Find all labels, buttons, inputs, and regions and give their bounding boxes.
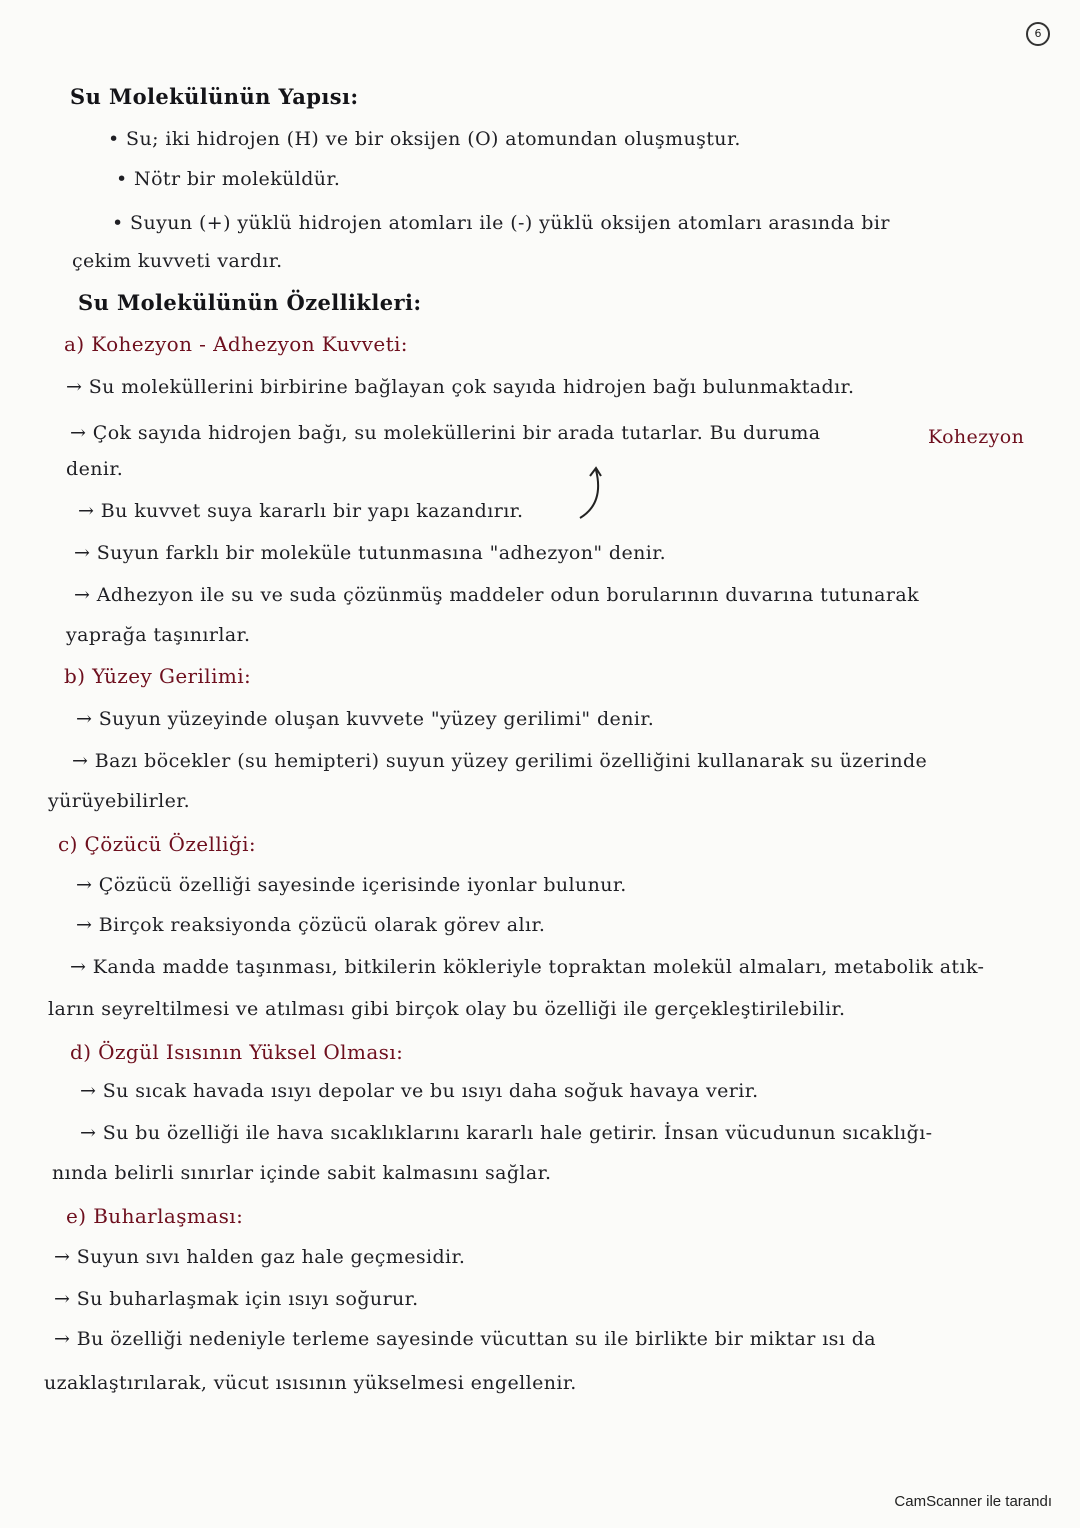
section-e-line-3-cont: uzaklaştırılarak, vücut ısısının yükselmesi engellenir. bbox=[44, 1372, 577, 1394]
section-a-line-5: → Adhezyon ile su ve suda çözünmüş maddeler odun borularının duvarına tutunarak bbox=[74, 584, 919, 606]
section-e-line-2: → Su buharlaşmak için ısıyı soğurur. bbox=[54, 1288, 419, 1310]
section-d-line-2: → Su bu özelliği ile hava sıcaklıklarını kararlı hale getirir. İnsan vücudunun sıcaklığı- bbox=[80, 1122, 933, 1144]
scanner-watermark: CamScanner ile tarandı bbox=[894, 1493, 1052, 1510]
section-a-kohezyon-term: Kohezyon bbox=[928, 426, 1025, 448]
section-a-line-5-cont: yaprağa taşınırlar. bbox=[66, 624, 251, 646]
section-e-title: e) Buharlaşması: bbox=[66, 1204, 244, 1228]
section-a-line-2-cont: denir. bbox=[66, 458, 124, 480]
section-c-line-3: → Kanda madde taşınması, bitkilerin kökleriyle topraktan molekül almaları, metabolik atık- bbox=[70, 956, 985, 978]
curved-arrow-icon bbox=[566, 462, 606, 522]
heading-properties: Su Molekülünün Özellikleri: bbox=[78, 290, 422, 315]
page-number-badge: 6 bbox=[1026, 22, 1050, 46]
section-a-line-3: → Bu kuvvet suya kararlı bir yapı kazandırır. bbox=[78, 500, 524, 522]
section-a-line-1: → Su moleküllerini birbirine bağlayan çok sayıda hidrojen bağı bulunmaktadır. bbox=[66, 376, 855, 398]
structure-item-3-cont: çekim kuvveti vardır. bbox=[72, 250, 283, 272]
heading-structure: Su Molekülünün Yapısı: bbox=[70, 84, 359, 109]
section-b-title: b) Yüzey Gerilimi: bbox=[64, 664, 252, 688]
section-c-title: c) Çözücü Özelliği: bbox=[58, 832, 257, 856]
section-e-line-3: → Bu özelliği nedeniyle terleme sayesinde vücuttan su ile birlikte bir miktar ısı da bbox=[54, 1328, 877, 1350]
structure-item-2: • Nötr bir moleküldür. bbox=[116, 168, 341, 190]
section-e-line-1: → Suyun sıvı halden gaz hale geçmesidir. bbox=[54, 1246, 466, 1268]
section-c-line-2: → Birçok reaksiyonda çözücü olarak görev alır. bbox=[76, 914, 546, 936]
section-a-title: a) Kohezyon - Adhezyon Kuvveti: bbox=[64, 332, 408, 356]
section-a-line-4: → Suyun farklı bir moleküle tutunmasına "adhezyon" denir. bbox=[74, 542, 667, 564]
section-d-line-1: → Su sıcak havada ısıyı depolar ve bu ısıyı daha soğuk havaya verir. bbox=[80, 1080, 759, 1102]
structure-item-1: • Su; iki hidrojen (H) ve bir oksijen (O) atomundan oluşmuştur. bbox=[108, 128, 741, 150]
section-a-line-2: → Çok sayıda hidrojen bağı, su moleküllerini bir arada tutarlar. Bu duruma bbox=[70, 422, 821, 444]
section-b-line-2: → Bazı böcekler (su hemipteri) suyun yüzey gerilimi özelliğini kullanarak su üzerinde bbox=[72, 750, 928, 772]
section-d-title: d) Özgül Isısının Yüksel Olması: bbox=[70, 1040, 404, 1064]
section-c-line-3-cont: ların seyreltilmesi ve atılması gibi birçok olay bu özelliği ile gerçekleştirilebilir. bbox=[48, 998, 846, 1020]
section-b-line-1: → Suyun yüzeyinde oluşan kuvvete "yüzey gerilimi" denir. bbox=[76, 708, 655, 730]
section-c-line-1: → Çözücü özelliği sayesinde içerisinde iyonlar bulunur. bbox=[76, 874, 627, 896]
structure-item-3: • Suyun (+) yüklü hidrojen atomları ile (-) yüklü oksijen atomları arasında bir bbox=[112, 212, 890, 234]
section-d-line-2-cont: nında belirli sınırlar içinde sabit kalmasını sağlar. bbox=[52, 1162, 552, 1184]
section-b-line-2-cont: yürüyebilirler. bbox=[48, 790, 191, 812]
